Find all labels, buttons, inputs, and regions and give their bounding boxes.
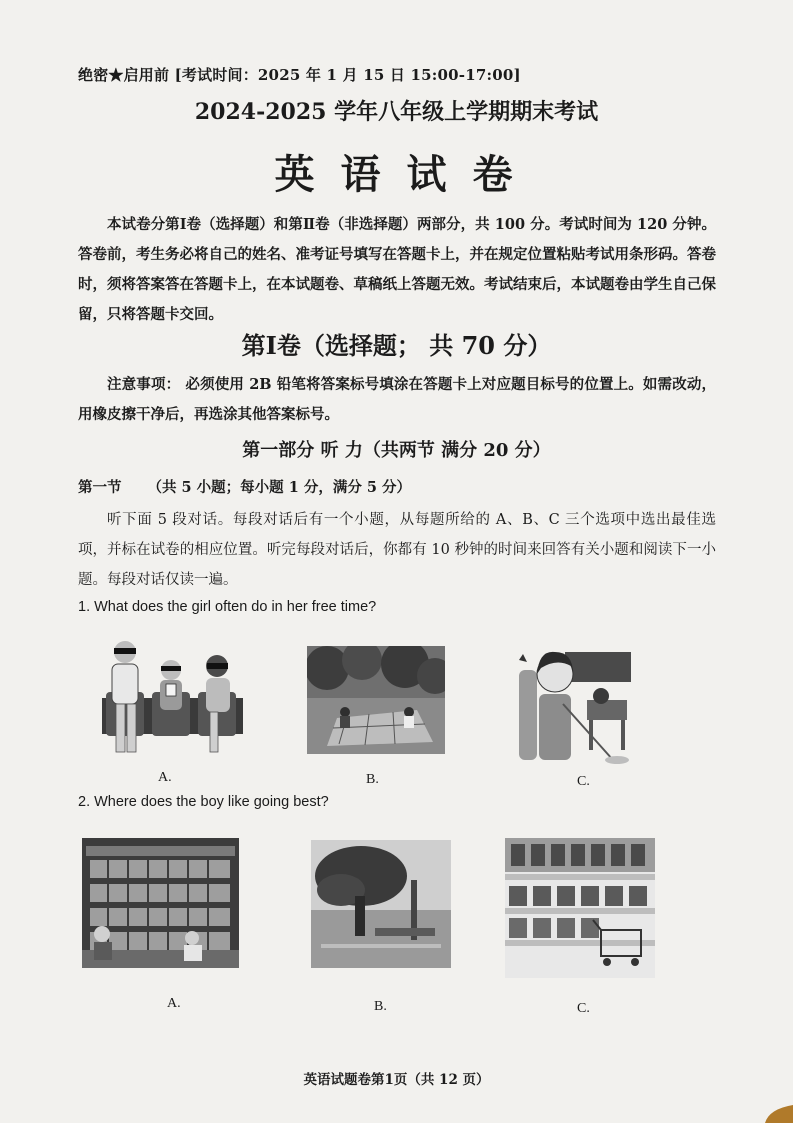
girl-mopping-image [517, 640, 632, 766]
cinema-audience-image [100, 636, 245, 756]
page-footer: 英语试题卷第1页（共 12 页） [303, 1072, 490, 1088]
listening-instructions: 听下面 5 段对话。每段对话后有一个小题，从每题所给的 A、B、C 三个选项中选出最佳选项，并标在试卷的相应位置。听完每段对话后，你都有 10 秒钟的时间来回答有关小题和阅读下一小题。每段对话仅读一遍。 [78, 512, 716, 588]
paper-title: 英语试卷 [274, 151, 539, 198]
supermarket-image [505, 838, 655, 978]
library-image [82, 838, 239, 968]
q1-option-a-label: A. [158, 770, 172, 785]
section-label: 第一节 [78, 479, 122, 496]
park-tree-image [311, 840, 451, 968]
notice-text: 注意事项： 必须使用 2B 铅笔将答案标号填涂在答题卡上对应题目标号的位置上。如需改动，用橡皮擦干净后，再选涂其他答案标号。 [78, 376, 716, 423]
exam-title: 2024-2025 学年八年级上学期期末考试 [194, 99, 599, 125]
confidential-notice: 绝密★启用前 [考试时间：2025 年 1 月 15 日 15:00-17:00] [78, 66, 521, 84]
corner-clip-decoration [759, 1101, 793, 1123]
section-heading [78, 476, 411, 497]
q2-option-b-label: B. [374, 999, 387, 1014]
part-title: 第一部分 听 力（共两节 满分 20 分） [242, 440, 551, 461]
section-detail: （共 5 小题；每小题 1 分，满分 5 分） [147, 479, 412, 496]
volume-title: 第Ⅰ卷（选择题； 共 70 分） [241, 331, 552, 360]
q1-option-b-label: B. [366, 772, 379, 787]
question-1-text: 1. What does the girl often do in her free time? [78, 599, 377, 615]
park-picnic-image [307, 646, 445, 754]
q2-option-a-label: A. [167, 996, 181, 1011]
q1-option-c-label: C. [577, 774, 590, 789]
exam-intro: 本试卷分第Ⅰ卷（选择题）和第Ⅱ卷（非选择题）两部分，共 100 分。考试时间为 120 分钟。答卷前，考生务必将自己的姓名、准考证号填写在答题卡上，并在规定位置粘贴考试用条形码。答卷时，须将答案答在答题卡上，在本试题卷、草稿纸上答题无效。考试结束后，本试题卷由学生自己保留，只将答题卡交回。 [78, 216, 716, 323]
q2-option-c-label: C. [577, 1001, 590, 1016]
question-2-text: 2. Where does the boy like going best? [78, 794, 329, 810]
